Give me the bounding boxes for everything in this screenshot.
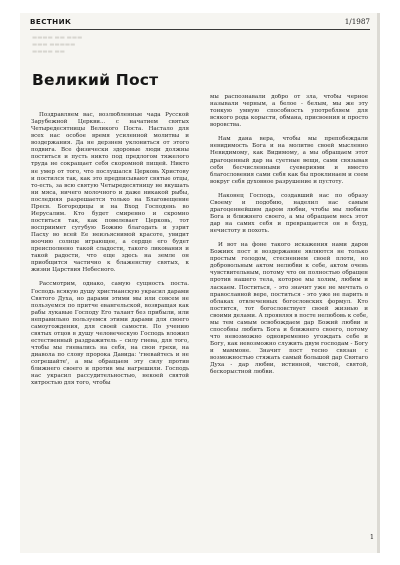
journal-page [20,13,380,553]
paragraph: мы распознавали добро от зла, чтобы черное называли черным, а белое - белым, мы же эту тонкую умную способность употребляем для всякого рода корысти, обмана, присвоения и просто воровства. [210,94,368,129]
left-column [31,112,189,542]
paragraph: Наконец Господь, создавший нас по образу Своему и подобию, наделил нас самым драгоценнейшим даром любви, чтобы мы любили Бога и ближнего своего, а мы обращаем весь этот дар на самих себя и превращается он в блуд, нечистоту и похоть. [210,192,368,235]
issue-number: 1/1987 [344,17,370,26]
paragraph: Поздравляем вас, возлюбленные чада Русской Зарубежной Церкви... с начатием святых Четыредесятницы Великого Поста. Настало для всех нас особое время усиленной молитвы и воздержания. Да не дерзнем уклониться от этого подвига. Все физически здоровые люди должны поститься и пусть никто под предлогом тяжелого труда не сокращает себя скоромной пищей. Никто не умер от того, что послушался Церковь Христову и постился так, как это предписывают святые отцы, то-есть, за всю святую Четыредесятницу не вкушать ни мяса, ничего молочного и даже никакой рыбы, последняя разрешается только на Благовещение Пресв. Богородицы и на Вход Господень во Иерусалим. Кто будет смиренно и скромно поститься так, как повелевает Церковь, тот восприимет сугубую Божию благодать и узрит Пасху во всей Ее неизъяснимой красоте, увидит воочию солнце играющее, а сердце его будет преисполнено такой сладости, такого ликования и такой радости, что еще здесь на земле он приобщится частично к блаженству святых, к жизни Царствия Небесного. [31,112,189,274]
journal-name: ВЕСТНИК [30,17,72,26]
article-title: Великий Пост [32,71,159,89]
paragraph: И вот на фоне такого искажения нами даров Божиих пост и воздержание являются не только простым голодом, стеснением своей плоти, но добровольным актом нелюбви к себе, актом очень чувствительным, потому что он полностью обращен против нашего тела, которое мы холим, любим и ласкаем. Поститься, - это значит уже не мечтать о православной вере, поститься - это уже не парить в облаках отвлеченных богословских формул. Кто постится, тот богословствует своей жизнью и своими делами. А проявляя в посте нелюбовь к себе, мы тем самым освобождаем дар Божий любви и способны любить Бога и ближнего своего, потому что невозможно одновременно угождать себе и Богу, как невозможно служить двум господам - Богу и маммоне. Значит пост тесно связан с возможностью стяжать самый большой дар Святаго Духа - дар любви, истинной, чистой, святой, бескорыстной любви. [210,242,368,376]
page-number: 1 [369,533,374,541]
right-column [210,94,368,524]
header-divider [30,29,370,30]
paragraph: Нам дана вера, чтобы мы препобеждали невидимость Бога и на молитве своей мысленно Невидимому, как Видимому, а мы обращаем этот драгоценный дар на суетные вещи, сами связывая себя бесчисленными суевериями и вместо благословения сами себя как бы проклинаем и сеем вокруг себя духовное разрушение и пустоту. [210,136,368,185]
bleed-through-text: ▬▬▬▬ ▬▬ ▬▬▬ ▬▬▬ ▬▬▬▬▬ ▬▬▬▬ ▬▬ [32,35,83,55]
paragraph: Рассмотрим, однако, самую сущность поста. Господь всякую душу христианскую украсил дарами Святого Духа, но дарами этими мы или совсем не пользуемся по притче евангельской, возвращая как рабы лукавые Господу Его талант без прибыли, или неправильно пользуемся этими дарами для своего самоугождения, для своей самости. По учению святых отцов в душу человеческую Господь вложил естественный раздражитель – силу гнева, для того, чтобы мы гневались на себя, на свои грехи, на диавола по слову пророка Давида: 'гневайтесь и не согрешайте', а мы обращаем эту силу против ближнего своего и против мы нагрешили. Господь нас украсил рассудительностью, некоей святой хитростью для того, чтобы [31,281,189,387]
